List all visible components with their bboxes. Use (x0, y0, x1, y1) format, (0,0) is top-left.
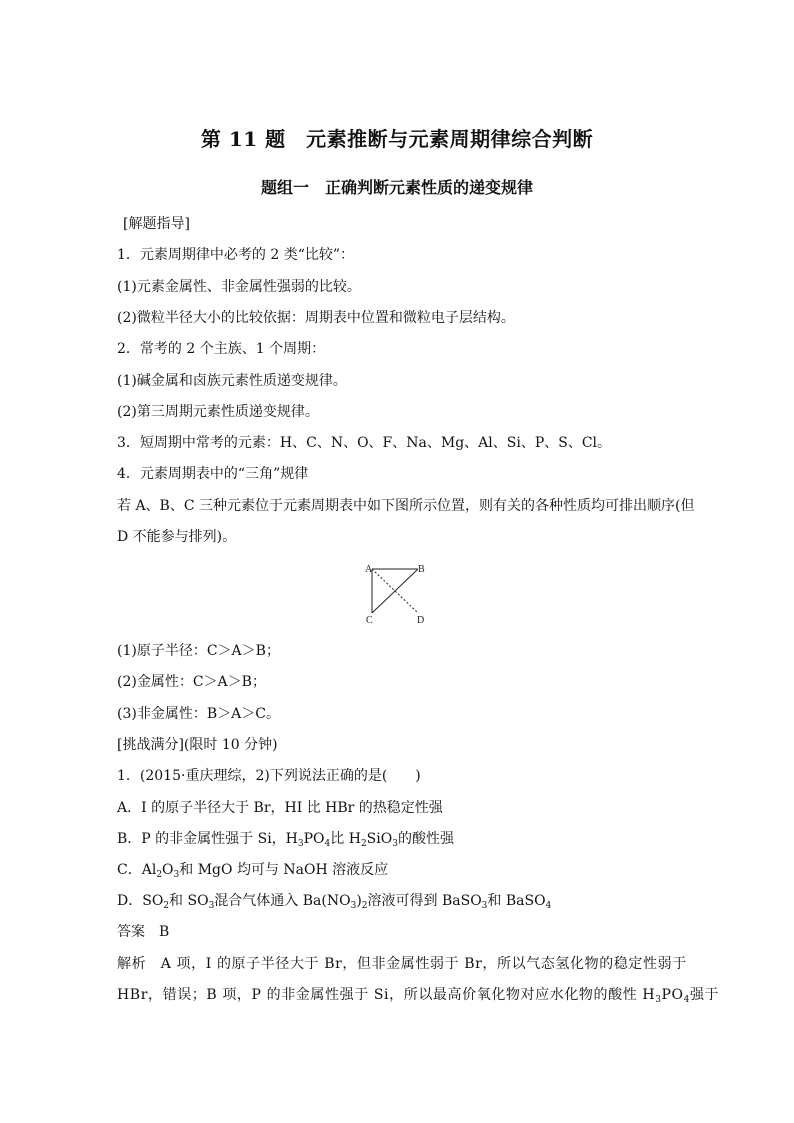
guide-header: [解题指导] (123, 216, 190, 232)
guide-item-2a: (1)碱金属和卤族元素性质递变规律。 (117, 373, 347, 389)
rule-atomic-radius: (1)原子半径：C＞A＞B； (117, 643, 280, 659)
triangle-rule-diagram (360, 560, 430, 630)
guide-item-4: 4．元素周期表中的“三角”规律 (117, 466, 309, 482)
page-title: 第 11 题 元素推断与元素周期律综合判断 (200, 127, 594, 151)
guide-item-1: 1．元素周期律中必考的 2 类“比较”： (117, 247, 355, 263)
diagram-label-a: A (365, 564, 373, 575)
challenge-header: [挑战满分](限时 10 分钟) (117, 737, 278, 753)
analysis-line-1: 解析 A 项，I 的原子半径大于 Br，但非金属性弱于 Br，所以气态氢化物的稳定性弱于 (117, 956, 687, 972)
option-d: D．$SO_2$和 $SO_3$混合气体通入 $Ba(NO_3)_2$溶液可得到 BaSO$_3$和 BaSO$_4$ (117, 893, 552, 911)
diagram-label-d: D (417, 615, 425, 626)
rule-nonmetallicity: (3)非金属性：B＞A＞C。 (117, 706, 280, 722)
diagram-label-c: C (366, 615, 373, 626)
option-a: A．I 的原子半径大于 Br，HI 比 HBr 的热稳定性强 (117, 800, 443, 816)
answer: 答案 B (117, 924, 170, 940)
analysis-line-2: HBr，错误；B 项，P 的非金属性强于 Si，所以最高价氧化物对应水化物的酸性 $H_3PO_4$强于 (117, 987, 720, 1005)
guide-item-4-body-line1: 若 A、B、C 三种元素位于元素周期表中如下图所示位置，则有关的各种性质均可排出顺序(但 (117, 498, 695, 514)
option-b: B．P 的非金属性强于 Si，$H_3PO_4$比 $H_2SiO_3$的酸性强 (117, 831, 454, 849)
question-stem: 1．(2015·重庆理综，2)下列说法正确的是( ) (117, 768, 421, 784)
guide-item-1a: (1)元素金属性、非金属性强弱的比较。 (117, 279, 361, 295)
guide-item-2: 2．常考的 2 个主族、1 个周期： (117, 341, 326, 357)
section-subtitle: 题组一 正确判断元素性质的递变规律 (260, 178, 533, 197)
rule-metallicity: (2)金属性：C＞A＞B； (117, 674, 266, 690)
option-c: C．$Al_2O_3$和 MgO 均可与 NaOH 溶液反应 (117, 862, 389, 880)
guide-item-4-body-line2: D 不能参与排列)。 (117, 529, 237, 545)
guide-item-3: 3．短周期中常考的元素：H、C、N、O、F、Na、Mg、Al、Si、P、S、Cl。 (117, 435, 612, 451)
guide-item-2b: (2)第三周期元素性质递变规律。 (117, 404, 319, 420)
guide-item-1b: (2)微粒半径大小的比较依据：周期表中位置和微粒电子层结构。 (117, 310, 515, 326)
diagram-label-b: B (418, 564, 425, 575)
